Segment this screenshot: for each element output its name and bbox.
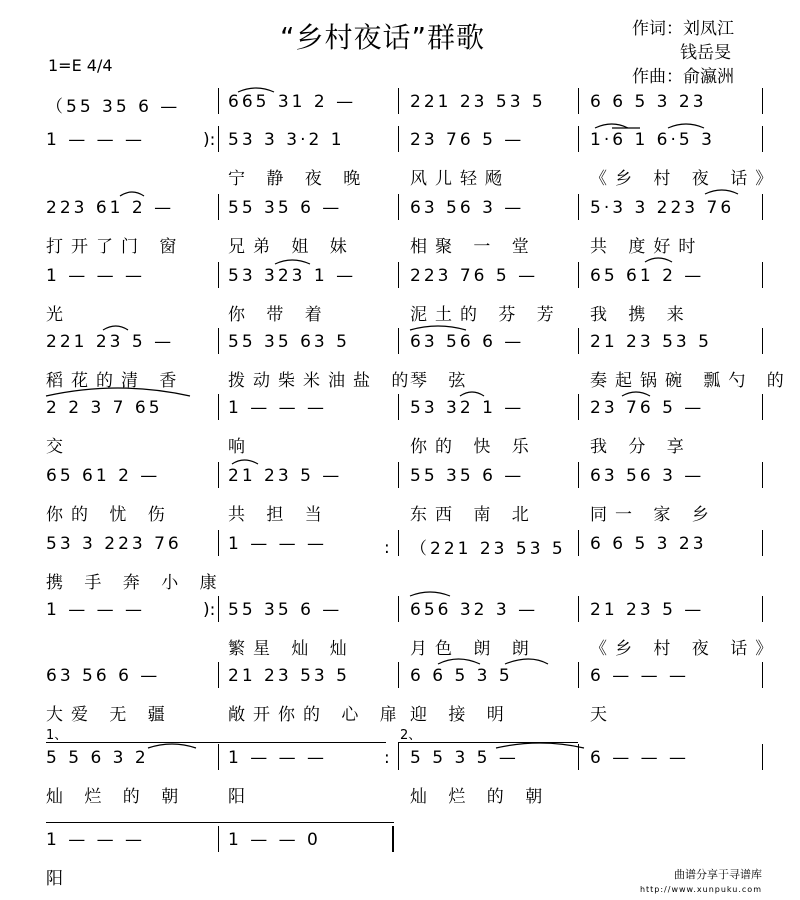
lyric-line: 灿 烂 的 朝 (46, 787, 187, 807)
melody-measure: 1 — — — (46, 830, 146, 850)
lyric-line: 打开了门 窗 (46, 237, 185, 257)
melody-measure: 23 76 5 — (410, 130, 525, 150)
lyric-line: 我 携 来 (590, 305, 692, 325)
repeat-sign-start: ): (203, 130, 216, 150)
lyricist2-credit: 钱岳旻 (680, 43, 731, 63)
lyric-line: 交 (46, 437, 71, 457)
melody-measure: 55 35 63 5 (228, 332, 350, 352)
lyric-line: 《乡 村 夜 话》 (590, 639, 781, 659)
lyric-line: 《乡 村 夜 话》 (590, 169, 781, 189)
melody-measure: 656 32 3 — (410, 600, 539, 620)
lyric-line: 携 手 奔 小 康 (46, 573, 225, 593)
footer-url: http://www.xunpuku.com (639, 885, 762, 894)
melody-measure: 65 61 2 — (590, 266, 705, 286)
melody-measure: （221 23 53 5 (410, 539, 566, 559)
lyric-line: 共 度好时 (590, 237, 704, 257)
lyric-line: 东西 南 北 (410, 505, 537, 525)
melody-measure: 6 — — — (590, 748, 690, 768)
second-ending-label: 2、 (400, 728, 422, 743)
melody-measure: 63 56 3 — (590, 466, 705, 486)
melody-measure: 1 — — — (46, 266, 146, 286)
footer-source: 曲谱分享于寻谱库 (674, 868, 762, 881)
melody-measure: 5·3 3 223 76 (590, 198, 735, 218)
lyric-line: 奏起锅碗 瓢勺 的 (590, 371, 792, 391)
slur (238, 88, 274, 92)
melody-measure: 53 3 3·2 1 (228, 130, 345, 150)
lyric-line: 泥土的 芬 芳 (410, 305, 562, 325)
melody-measure: 2 2 3 7 65 (46, 398, 163, 418)
lyric-line: 阳 (46, 869, 71, 889)
lyric-line: 繁星 灿 灿 (228, 639, 355, 659)
lyric-line: 天 (590, 705, 615, 725)
slur (232, 460, 258, 464)
melody-measure: 65 61 2 — (46, 466, 161, 486)
lyric-line: 敞开你的 心 扉 (228, 705, 405, 725)
lyric-line: 风儿轻飏 (410, 169, 510, 189)
lyric-line: 大爱 无 疆 (46, 705, 173, 725)
lyric-line: 你的 忧 伤 (46, 505, 173, 525)
melody-measure: 23 76 5 — (590, 398, 705, 418)
page-title: “乡村夜话”群歌 (280, 21, 486, 54)
melody-measure: 63 56 6 — (410, 332, 525, 352)
slur (496, 743, 584, 748)
melody-measure: 55 35 6 — (228, 600, 343, 620)
slur (120, 192, 144, 196)
melody-measure: 221 23 5 — (46, 332, 175, 352)
melody-measure: 5 5 3 5 — (410, 748, 519, 768)
melody-measure: 1 — — 0 (228, 830, 321, 850)
melody-measure: 1 — — — (46, 130, 146, 150)
repeat-sign-start: ): (203, 600, 216, 620)
lyric-line: 兄弟 姐 妹 (228, 237, 355, 257)
melody-measure: 63 56 3 — (410, 198, 525, 218)
melody-measure: 21 23 5 — (228, 466, 343, 486)
slur (622, 392, 650, 396)
slur (410, 592, 450, 596)
repeat-sign-end: : (384, 538, 390, 558)
melody-measure: 6 6 5 3 23 (590, 92, 707, 112)
melody-measure: 55 35 6 — (410, 466, 525, 486)
slur (438, 659, 480, 664)
lyric-line: 响 (228, 437, 253, 457)
melody-measure: 55 35 6 — (228, 198, 343, 218)
melody-measure: 6 — — — (590, 666, 690, 686)
melody-measure: 6 6 5 3 23 (590, 534, 707, 554)
melody-measure: 21 23 53 5 (590, 332, 712, 352)
melody-measure: 223 61 2 — (46, 198, 175, 218)
slur (505, 659, 548, 664)
slur (103, 326, 128, 330)
slur (46, 388, 190, 396)
melody-measure: 53 32 1 — (410, 398, 525, 418)
melody-measure: 1 — — — (228, 534, 328, 554)
melody-measure: 665 31 2 — (228, 92, 357, 112)
melody-measure: 21 23 5 — (590, 600, 705, 620)
first-ending-label: 1、 (46, 728, 68, 743)
lyric-line: 月色 朗 朗 (410, 639, 537, 659)
lyric-line: 宁 静 夜 晚 (228, 169, 369, 189)
slur (410, 326, 466, 330)
lyric-line: 同一 家 乡 (590, 505, 717, 525)
lyric-line: 拨动柴米油盐 的 (228, 371, 417, 391)
melody-measure: 1 — — — (228, 748, 328, 768)
melody-measure: 1 — — — (228, 398, 328, 418)
lyric-line: 光 (46, 305, 71, 325)
melody-measure: 5 5 6 3 2 (46, 748, 149, 768)
melody-measure: 6 6 5 3 5 (410, 666, 513, 686)
melody-measure: （55 35 6 — (46, 97, 181, 117)
slur (460, 392, 484, 396)
repeat-sign-end: : (384, 748, 390, 768)
slur (705, 190, 738, 194)
melody-measure: 53 3 223 76 (46, 534, 182, 554)
melody-measure: 223 76 5 — (410, 266, 539, 286)
melody-measure: 1·6 1 6·5 3 (590, 130, 715, 150)
melody-measure: 21 23 53 5 (228, 666, 350, 686)
lyric-line: 相聚 一 堂 (410, 237, 537, 257)
lyric-line: 你 带 着 (228, 305, 330, 325)
slur (275, 260, 310, 264)
lyric-line: 我 分 享 (590, 437, 692, 457)
melody-measure: 63 56 6 — (46, 666, 161, 686)
composer-credit: 作曲：俞瀛洲 (632, 67, 734, 87)
key-signature: 1=E 4/4 (48, 56, 113, 75)
slur (668, 124, 704, 128)
slur (148, 744, 196, 748)
lyric-line: 稻花的清 香 (46, 371, 185, 391)
lyricist-credit: 作词：刘凤江 (632, 19, 734, 39)
melody-measure: 53 323 1 — (228, 266, 357, 286)
lyric-line: 灿 烂 的 朝 (410, 787, 551, 807)
lyric-line: 你的 快 乐 (410, 437, 537, 457)
lyric-line: 迎 接 明 (410, 705, 512, 725)
melody-measure: 221 23 53 5 (410, 92, 546, 112)
slur (645, 258, 672, 262)
lyric-line: 阳 (228, 787, 253, 807)
lyric-line: 琴 弦 (410, 371, 474, 391)
melody-measure: 1 — — — (46, 600, 146, 620)
lyric-line: 共 担 当 (228, 505, 330, 525)
